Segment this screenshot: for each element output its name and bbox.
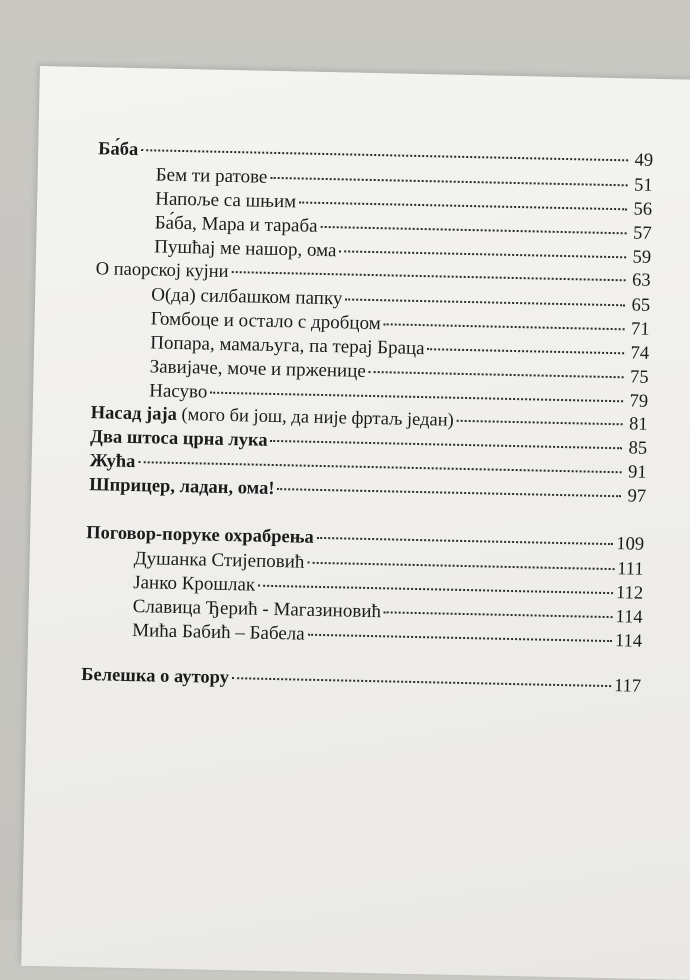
leader-dots (384, 323, 625, 330)
toc-page-number: 114 (614, 631, 643, 652)
leader-dots (138, 461, 621, 473)
toc-page-number: 56 (633, 199, 653, 220)
leader-dots (271, 440, 623, 449)
toc-entry-title: Мића Бабић – Бабела (131, 620, 305, 645)
toc-entry-title: Шприцер, ладан, ома! (89, 475, 275, 500)
toc-page-number: 81 (628, 414, 648, 435)
toc-entry-title: Насад јаја (мого би још, да није фртаљ један) (90, 403, 454, 431)
toc-entry-title: Два штоса црна лука (90, 427, 268, 451)
leader-dots (258, 585, 613, 594)
leader-dots (428, 348, 625, 354)
toc-page-number: 59 (632, 247, 652, 268)
toc-page-number: 112 (615, 583, 644, 604)
toc-entry (81, 665, 641, 701)
leader-dots (299, 201, 627, 210)
toc-entry-title: Жућа (89, 451, 136, 473)
toc-page-number: 75 (629, 367, 649, 388)
toc-page-number: 109 (616, 534, 645, 555)
toc-entry-title: Ба́ба, Мара и тараба (154, 212, 318, 237)
leader-dots (457, 420, 623, 425)
toc-entry-title: Поговор-поруке охрабрења (86, 523, 314, 548)
toc-page-number: 71 (630, 319, 650, 340)
leader-dots (307, 562, 614, 570)
toc-entry-title: О(да) силбашком папку (151, 284, 343, 310)
toc-page-number: 51 (633, 175, 653, 196)
toc-entry-title: Завијаче, моче и прженице (149, 356, 367, 382)
leader-dots (232, 677, 611, 687)
toc-entry-title: Напоље са шњим (155, 188, 297, 213)
toc-page-number: 97 (627, 486, 647, 507)
leader-dots (232, 271, 626, 281)
leader-dots (141, 149, 628, 161)
toc-entry-title: Јанко Крошлак (132, 572, 256, 596)
toc-entry-title: Славица Ђерић - Магазиновић (132, 596, 382, 623)
toc-entry-title: О паорској кујни (95, 259, 229, 282)
toc-page-number: 79 (629, 391, 649, 412)
toc-page-number: 85 (628, 438, 648, 459)
toc-page-number: 91 (627, 462, 647, 483)
toc-entry-title: Гомбоце и остало с дробцом (150, 308, 381, 335)
toc-entry-title: Ба́ба (98, 139, 139, 161)
leader-dots (384, 611, 613, 618)
toc-page-number: 74 (630, 343, 650, 364)
leader-dots (317, 537, 614, 545)
toc-entry-title: Душанка Стијеповић (133, 548, 305, 573)
toc-page-number: 114 (615, 607, 643, 628)
leader-dots (308, 634, 612, 642)
toc-page-number: 65 (631, 295, 651, 316)
toc-entry-title: Попара, мамаљуга, па терај Браца (150, 332, 425, 360)
toc-page-number: 49 (634, 150, 654, 171)
toc-page-number: 57 (632, 223, 652, 244)
toc-entry-title: Бем ти ратове (155, 164, 268, 188)
leader-dots (369, 371, 624, 378)
toc-page-number: 111 (616, 559, 644, 580)
toc-entry-title: Пушћај ме нашор, ома (154, 236, 337, 262)
leader-dots (345, 298, 625, 306)
toc-page-number: 63 (631, 270, 651, 291)
toc-entry-title: Белешка о аутору (81, 664, 230, 689)
leader-dots (210, 392, 623, 403)
leader-dots (339, 250, 626, 258)
book-page (21, 66, 690, 980)
toc-entry-title: Насуво (149, 380, 208, 403)
leader-dots (277, 488, 621, 497)
leader-dots (270, 177, 627, 186)
toc-page-number: 117 (613, 676, 642, 697)
leader-dots (321, 226, 627, 234)
